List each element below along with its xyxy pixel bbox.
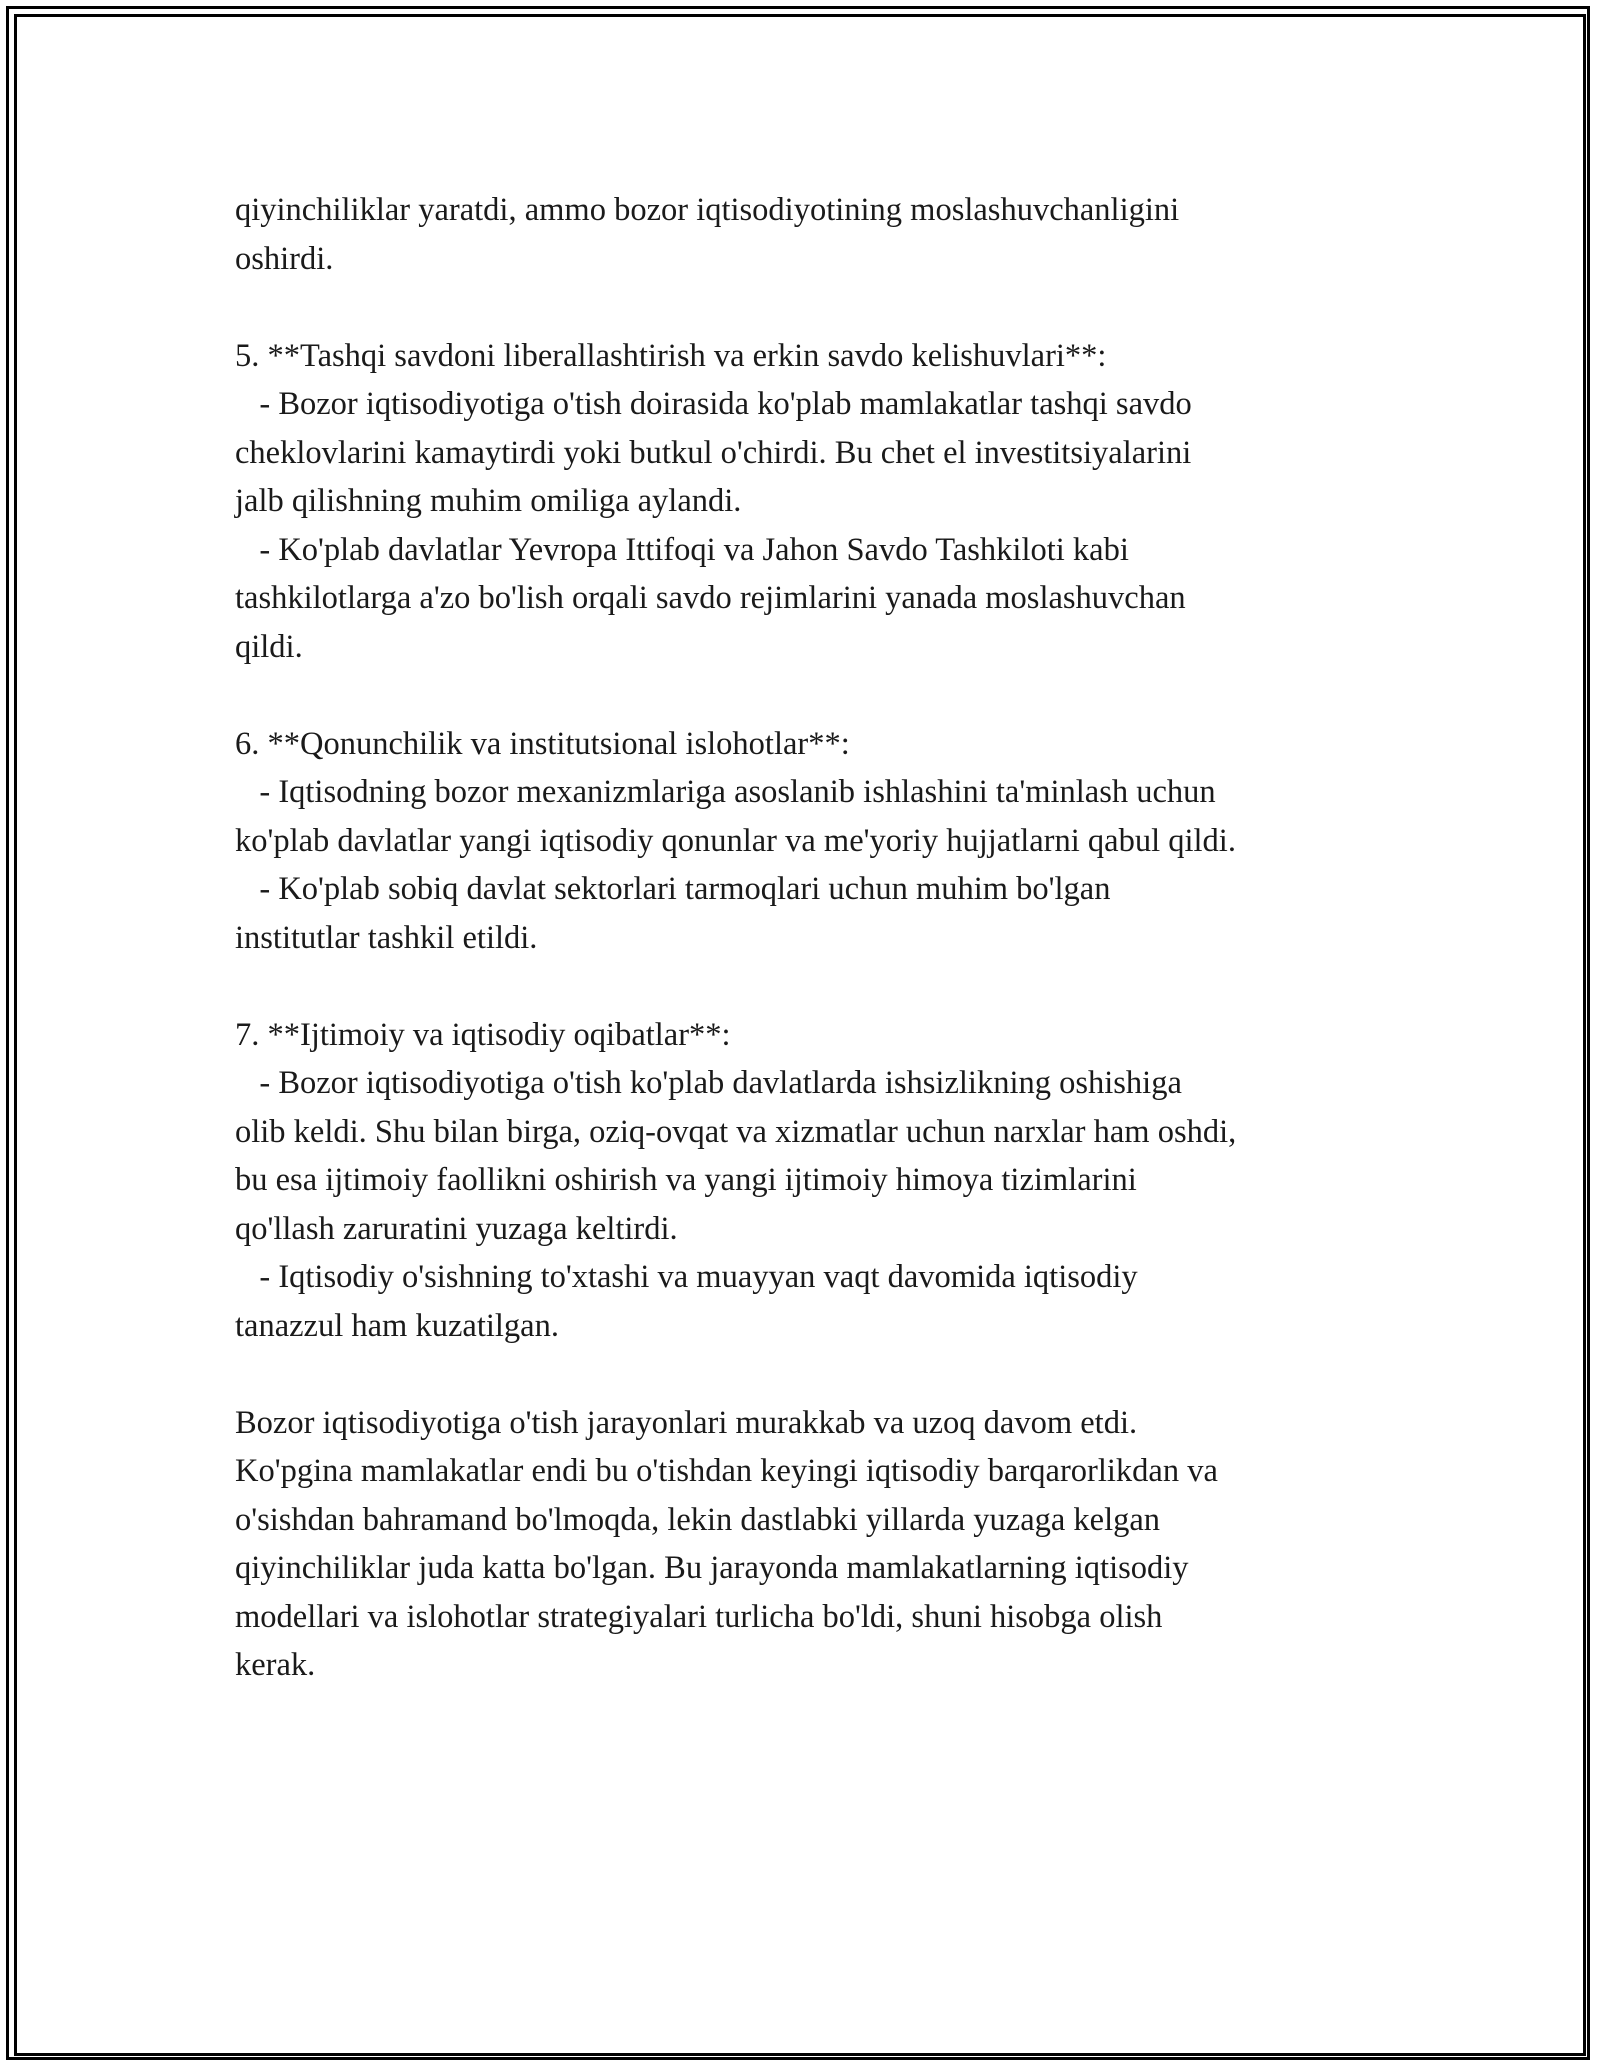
text-line: olib keldi. Shu bilan birga, oziq-ovqat va xizmatlar uchun narxlar ham oshdi, <box>235 1113 1237 1150</box>
text-line: modellari va islohotlar strategiyalari turlicha bo'ldi, shuni hisobga olish <box>235 1598 1163 1635</box>
blank-line <box>235 671 1395 720</box>
paragraph-continuation <box>235 186 1395 283</box>
text-line: qo'llash zaruratini yuzaga keltirdi. <box>235 1210 678 1247</box>
text-line: bu esa ijtimoiy faollikni oshirish va yangi ijtimoiy himoya tizimlarini <box>235 1162 1137 1198</box>
text-line: tashkilotlarga a'zo bo'lish orqali savdo rejimlarini yanada moslashuvchan <box>235 580 1186 616</box>
text-line: - Ko'plab sobiq davlat sektorlari tarmoqlari uchun muhim bo'lgan <box>235 871 1111 907</box>
text-line: - Ko'plab davlatlar Yevropa Ittifoqi va Jahon Savdo Tashkiloti kabi <box>235 531 1129 568</box>
blank-line <box>235 962 1395 1011</box>
section-5 <box>235 332 1395 672</box>
text-line: qiyinchiliklar yaratdi, ammo bozor iqtisodiyotining moslashuvchanligini <box>235 192 1180 228</box>
text-line: qildi. <box>235 628 303 665</box>
text-line: - Iqtisodiy o'sishning to'xtashi va muayyan vaqt davomida iqtisodiy <box>235 1259 1138 1295</box>
text-line: institutlar tashkil etildi. <box>235 919 538 956</box>
text-line: jalb qilishning muhim omiliga aylandi. <box>235 483 742 519</box>
section-heading: 7. **Ijtimoiy va iqtisodiy oqibatlar**: <box>235 1016 731 1053</box>
section-heading: 5. **Tashqi savdoni liberallashtirish va erkin savdo kelishuvlari**: <box>235 337 1107 374</box>
conclusion-paragraph <box>235 1399 1395 1690</box>
section-heading: 6. **Qonunchilik va institutsional islohotlar**: <box>235 725 850 762</box>
text-line: kerak. <box>235 1647 316 1683</box>
text-line: ko'plab davlatlar yangi iqtisodiy qonunlar va me'yoriy hujjatlarni qabul qildi. <box>235 822 1236 859</box>
text-line: - Bozor iqtisodiyotiga o'tish ko'plab davlatlarda ishsizlikning oshishiga <box>235 1065 1182 1101</box>
text-line: - Bozor iqtisodiyotiga o'tish doirasida ko'plab mamlakatlar tashqi savdo <box>235 386 1192 422</box>
blank-line <box>235 1350 1395 1399</box>
text-line: oshirdi. <box>235 240 334 277</box>
text-line: o'sishdan bahramand bo'lmoqda, lekin dastlabki yillarda yuzaga kelgan <box>235 1501 1161 1538</box>
blank-line <box>235 283 1395 332</box>
text-line: tanazzul ham kuzatilgan. <box>235 1307 559 1344</box>
section-7 <box>235 1011 1395 1351</box>
text-line: cheklovlarini kamaytirdi yoki butkul o'chirdi. Bu chet el investitsiyalarini <box>235 434 1192 471</box>
text-line: qiyinchiliklar juda katta bo'lgan. Bu jarayonda mamlakatlarning iqtisodiy <box>235 1550 1189 1586</box>
section-6 <box>235 720 1395 963</box>
text-line: Ko'pgina mamlakatlar endi bu o'tishdan keyingi iqtisodiy barqarorlikdan va <box>235 1453 1218 1489</box>
text-line: - Iqtisodning bozor mexanizmlariga asoslanib ishlashini ta'minlash uchun <box>235 774 1216 810</box>
text-line: Bozor iqtisodiyotiga o'tish jarayonlari murakkab va uzoq davom etdi. <box>235 1404 1138 1441</box>
document-body <box>235 186 1395 1690</box>
